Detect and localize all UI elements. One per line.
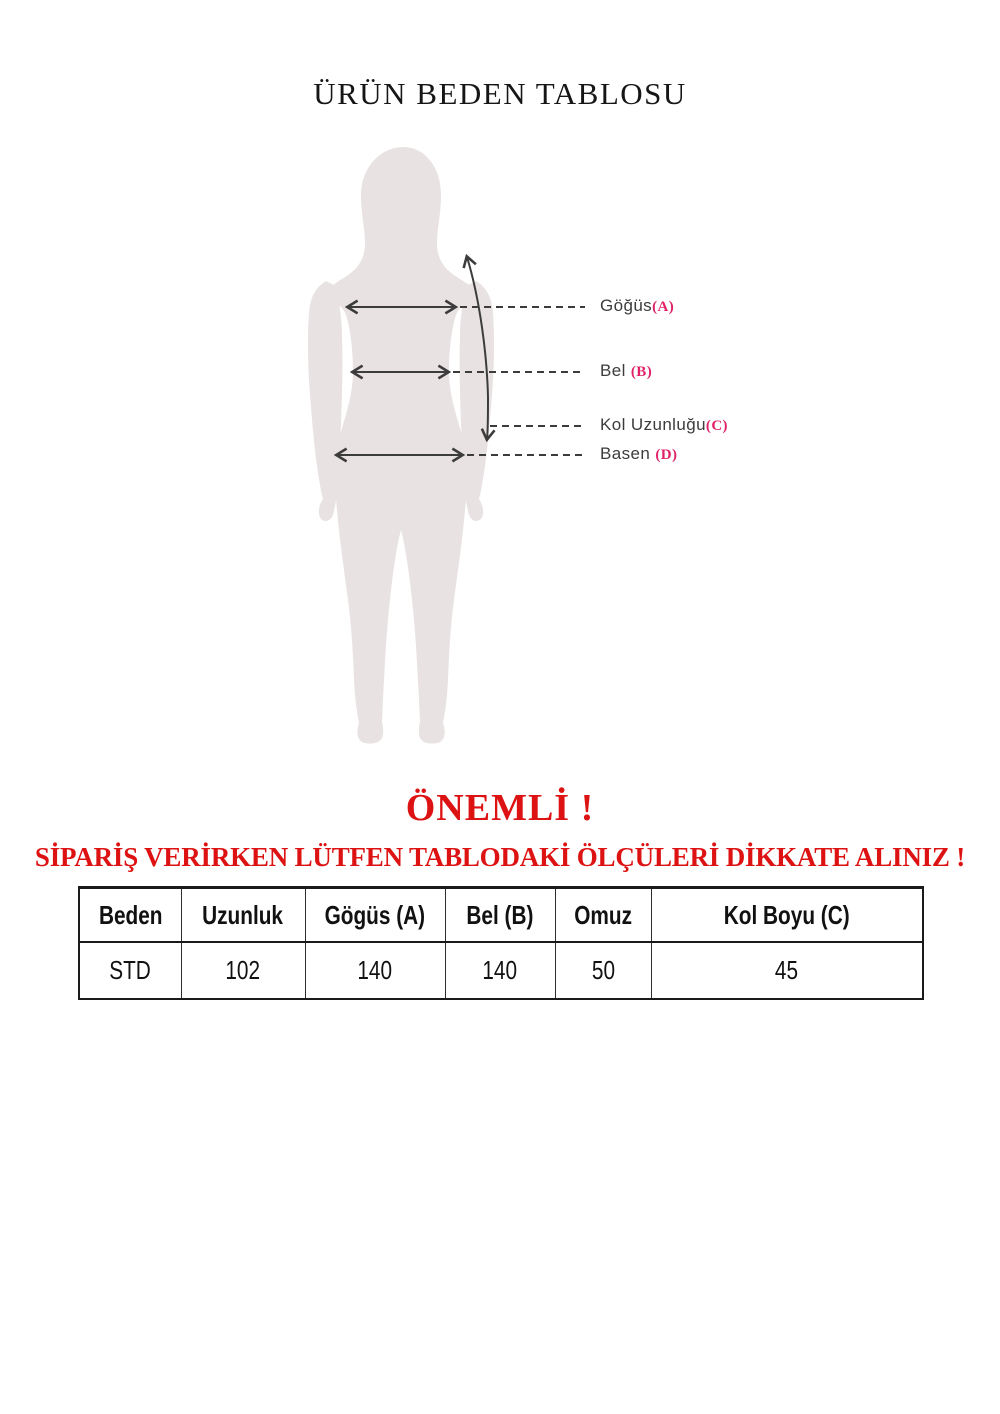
- female-body-silhouette: [308, 147, 494, 744]
- silhouette-torso-legs: [325, 147, 477, 744]
- label-hip-letter: (D): [655, 447, 678, 463]
- cell-beden: STD: [79, 942, 181, 999]
- header-omuz: Omuz: [555, 888, 651, 943]
- cell-kol-boyu: 45: [651, 942, 923, 999]
- header-beden: Beden: [79, 888, 181, 943]
- size-table-header-row: [79, 888, 923, 943]
- label-arm-length-text: Kol Uzunluğu: [600, 415, 706, 434]
- page-title: ÜRÜN BEDEN TABLOSU: [313, 76, 687, 111]
- cell-omuz: 50: [555, 942, 651, 999]
- cell-bel: 140: [445, 942, 555, 999]
- cell-uzunluk: 102: [181, 942, 305, 999]
- label-waist: [600, 361, 652, 382]
- label-hip-text: Basen: [600, 444, 656, 463]
- header-uzunluk: Uzunluk: [181, 888, 305, 943]
- label-chest-text: Göğüs: [600, 296, 653, 315]
- silhouette-left-arm: [308, 281, 342, 521]
- label-chest: [600, 296, 674, 317]
- header-gogus: Gögüs (A): [305, 888, 445, 943]
- header-kol-boyu: Kol Boyu (C): [651, 888, 923, 943]
- label-hip: [600, 444, 677, 465]
- header-bel: Bel (B): [445, 888, 555, 943]
- label-arm-length-letter: (C): [705, 418, 728, 434]
- label-arm-length: [600, 415, 728, 436]
- cell-gogus: 140: [305, 942, 445, 999]
- label-waist-text: Bel: [600, 361, 631, 380]
- body-measurement-diagram: [290, 135, 750, 750]
- size-table: [78, 886, 924, 1000]
- warning-text: SİPARİŞ VERİRKEN LÜTFEN TABLODAKİ ÖLÇÜLERİ DİKKATE ALINIZ !: [34, 842, 966, 872]
- label-waist-letter: (B): [630, 364, 653, 380]
- warning-heading: ÖNEMLİ !: [405, 787, 595, 829]
- label-chest-letter: (A): [652, 299, 675, 315]
- size-table-row-std: [79, 942, 923, 999]
